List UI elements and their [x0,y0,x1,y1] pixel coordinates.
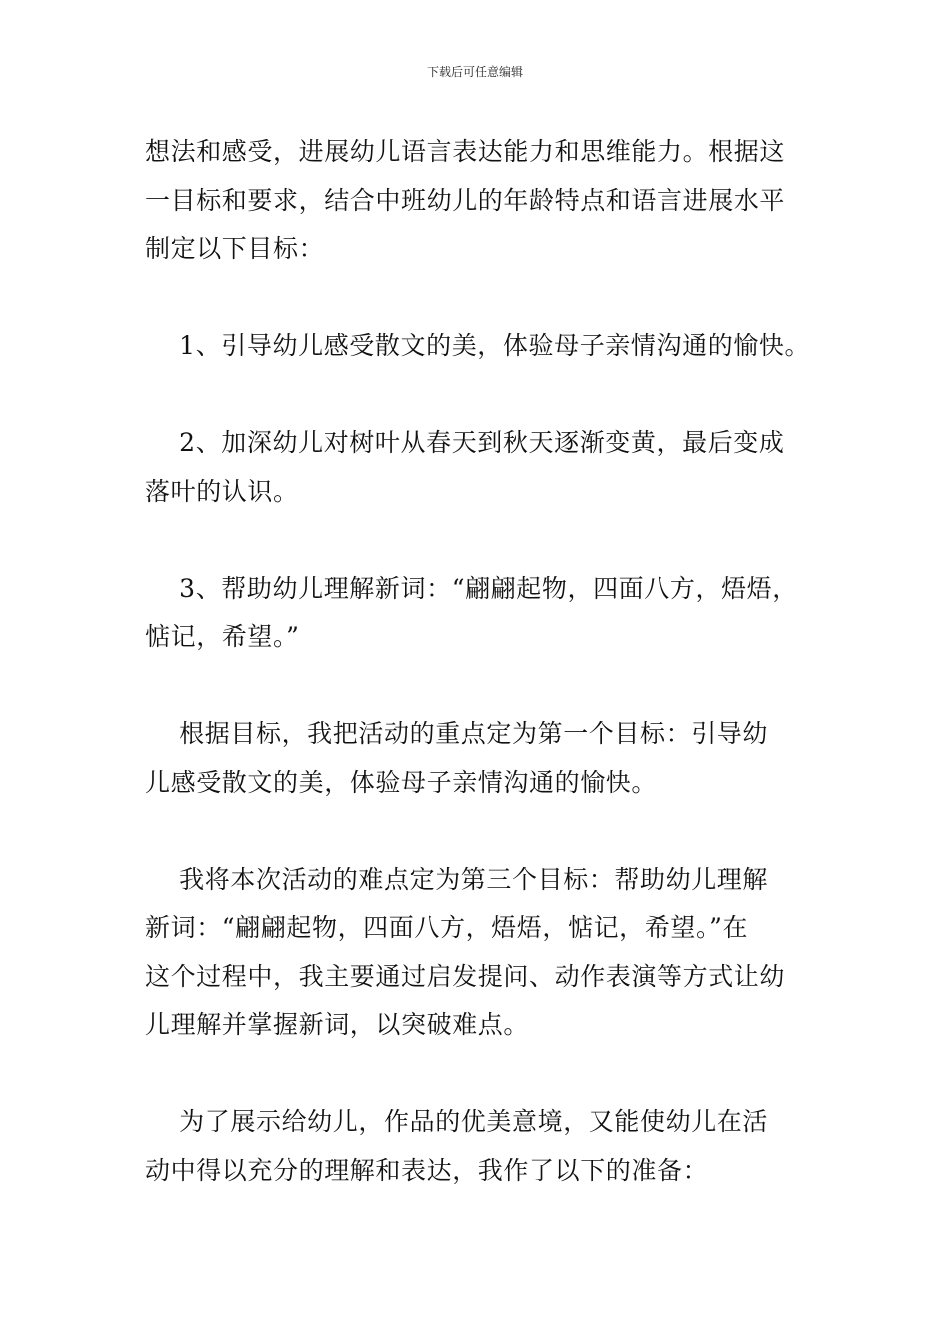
text-line-1: 想法和感受，进展幼儿语言表达能力和思维能力。根据这 [145,137,786,166]
paragraph-gap [145,662,815,711]
difficulty-line-3: 这个过程中，我主要通过启发提问、动作表演等方式让幼 [145,961,786,991]
paragraph-gap [145,371,815,420]
paragraph-gap [145,807,815,856]
difficulty-line-4: 儿理解并掌握新词，以突破难点。 [145,1010,530,1039]
key-point-line-2: 儿感受散文的美，体验母子亲情沟通的愉快。 [145,767,658,797]
difficulty-line-2: 新词：“翩翩起物，四面八方，焐焐，惦记，希望。”在 [145,913,749,942]
goal-2-line-2: 落叶的认识。 [145,476,299,506]
document-body [145,128,815,1195]
goal-3-line-2: 惦记，希望。” [145,622,300,651]
goal-2-line-1: 2、加深幼儿对树叶从春天到秋天逐渐变黄，最后变成 [145,428,785,457]
text-line-3: 制定以下目标： [145,234,325,263]
difficulty-line-1: 我将本次活动的难点定为第三个目标：帮助幼儿理解 [145,864,768,894]
preparation-line-2: 动中得以充分的理解和表达，我作了以下的准备： [145,1155,709,1185]
page-header: 下载后可任意编辑 [426,65,523,79]
text-line-2: 一目标和要求，结合中班幼儿的年龄特点和语言进展水平 [145,185,786,215]
paragraph-gap [145,274,815,323]
key-point-line-1: 根据目标，我把活动的重点定为第一个目标：引导幼 [145,719,768,748]
paragraph-gap [145,1050,815,1099]
paragraph-gap [145,516,815,565]
goal-3-line-1: 3、帮助幼儿理解新词：“翩翩起物，四面八方，焐焐， [145,573,798,603]
goal-1-line: 1、引导幼儿感受散文的美，体验母子亲情沟通的愉快。 [145,331,811,360]
preparation-line-1: 为了展示给幼儿，作品的优美意境，又能使幼儿在活 [145,1107,768,1136]
